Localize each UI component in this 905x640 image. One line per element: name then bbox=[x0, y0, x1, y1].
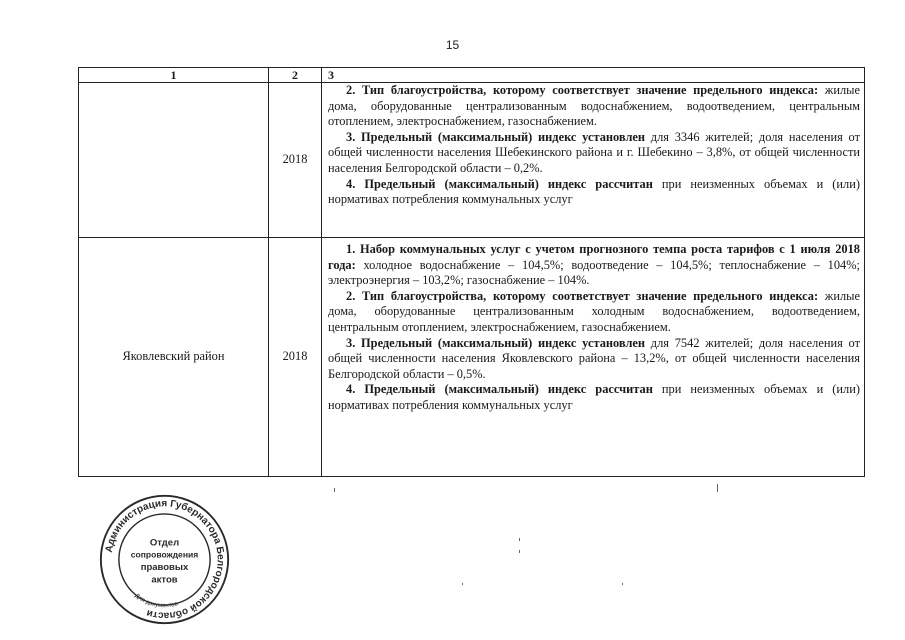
paragraph-heading: 1. Набор коммунальных услуг с учетом прогнозного темпа роста тарифов с 1 июля 2018 года: bbox=[328, 242, 860, 272]
scan-speck bbox=[462, 583, 463, 585]
scan-speck bbox=[622, 583, 623, 585]
paragraph-text: для 7542 жителей; доля населения от общей численности населения Яковлевского района – 13,2%, от общей численности населения Белгородской области – 0,5%. bbox=[328, 335, 860, 381]
regions-table bbox=[78, 67, 865, 477]
region-cell: Яковлевский район bbox=[79, 238, 269, 477]
stamp-ring-text: Администрация Губернатора Белгородской области bbox=[103, 498, 226, 621]
year-cell: 2018 bbox=[269, 83, 322, 238]
paragraph-text: холодное водоснабжение – 104,5%; водоотведение – 104,5%; теплоснабжение – 104%; электроэнергия – 103,2%; газоснабжение – 104%. bbox=[328, 257, 860, 288]
scan-speck bbox=[519, 538, 520, 541]
paragraph-heading: 2. Тип благоустройства, которому соответствует значение предельного индекса: bbox=[346, 288, 819, 303]
page-number: 15 bbox=[445, 38, 460, 52]
scan-speck bbox=[519, 550, 520, 553]
column-header-3: 3 bbox=[322, 68, 865, 83]
paragraph bbox=[328, 242, 860, 289]
paragraph bbox=[328, 382, 860, 413]
stamp-line: правовых bbox=[140, 561, 189, 573]
year-cell: 2018 bbox=[269, 238, 322, 477]
paragraph-heading: 3. Предельный (максимальный) индекс установлен bbox=[346, 129, 646, 144]
paragraph-text: при неизменных объемах и (или) нормативах потребления коммунальных услуг bbox=[328, 382, 860, 412]
paragraph bbox=[328, 336, 860, 383]
table-row bbox=[79, 83, 865, 238]
column-header-1: 1 bbox=[79, 68, 269, 83]
stamp-line: актов bbox=[151, 574, 178, 586]
stamp-line: сопровождения bbox=[130, 549, 199, 560]
paragraph-heading: 2. Тип благоустройства, которому соответствует значение предельного индекса: bbox=[346, 83, 819, 97]
paragraph-text: жилые дома, оборудованные централизованным холодным водоснабжением, водоотведением, центральным отоплением, электроснабжением, газоснабжением. bbox=[328, 288, 860, 334]
stamp-bottom-text: Для документов bbox=[133, 592, 179, 610]
scan-speck bbox=[717, 484, 718, 492]
paragraph-heading: 3. Предельный (максимальный) индекс установлен bbox=[346, 335, 646, 350]
paragraph-text: жилые дома, оборудованные централизованным водоснабжением, водоотведением, центральным отоплением, электроснабжением, газоснабжением. bbox=[328, 83, 860, 129]
paragraph-text: при неизменных объемах и (или) нормативах потребления коммунальных услуг bbox=[328, 176, 860, 207]
paragraph bbox=[328, 289, 860, 336]
paragraph bbox=[328, 130, 860, 177]
paragraph-heading: 4. Предельный (максимальный) индекс рассчитан bbox=[346, 382, 653, 397]
paragraph bbox=[328, 177, 860, 208]
scan-speck bbox=[334, 488, 335, 492]
table-header-row bbox=[79, 68, 865, 83]
region-cell bbox=[79, 83, 269, 238]
description-cell bbox=[322, 238, 865, 477]
column-header-2: 2 bbox=[269, 68, 322, 83]
paragraph-text: для 3346 жителей; доля населения от общей численности населения Шебекинского района и г. Шебекино – 3,8%, от общей численности населения Белгородской области – 0,2%. bbox=[328, 129, 860, 175]
table-row bbox=[79, 238, 865, 477]
description-cell bbox=[322, 83, 865, 238]
department-stamp bbox=[98, 493, 231, 626]
paragraph-heading: 4. Предельный (максимальный) индекс рассчитан bbox=[346, 176, 653, 191]
stamp-line: Отдел bbox=[149, 537, 180, 549]
paragraph bbox=[328, 83, 860, 130]
